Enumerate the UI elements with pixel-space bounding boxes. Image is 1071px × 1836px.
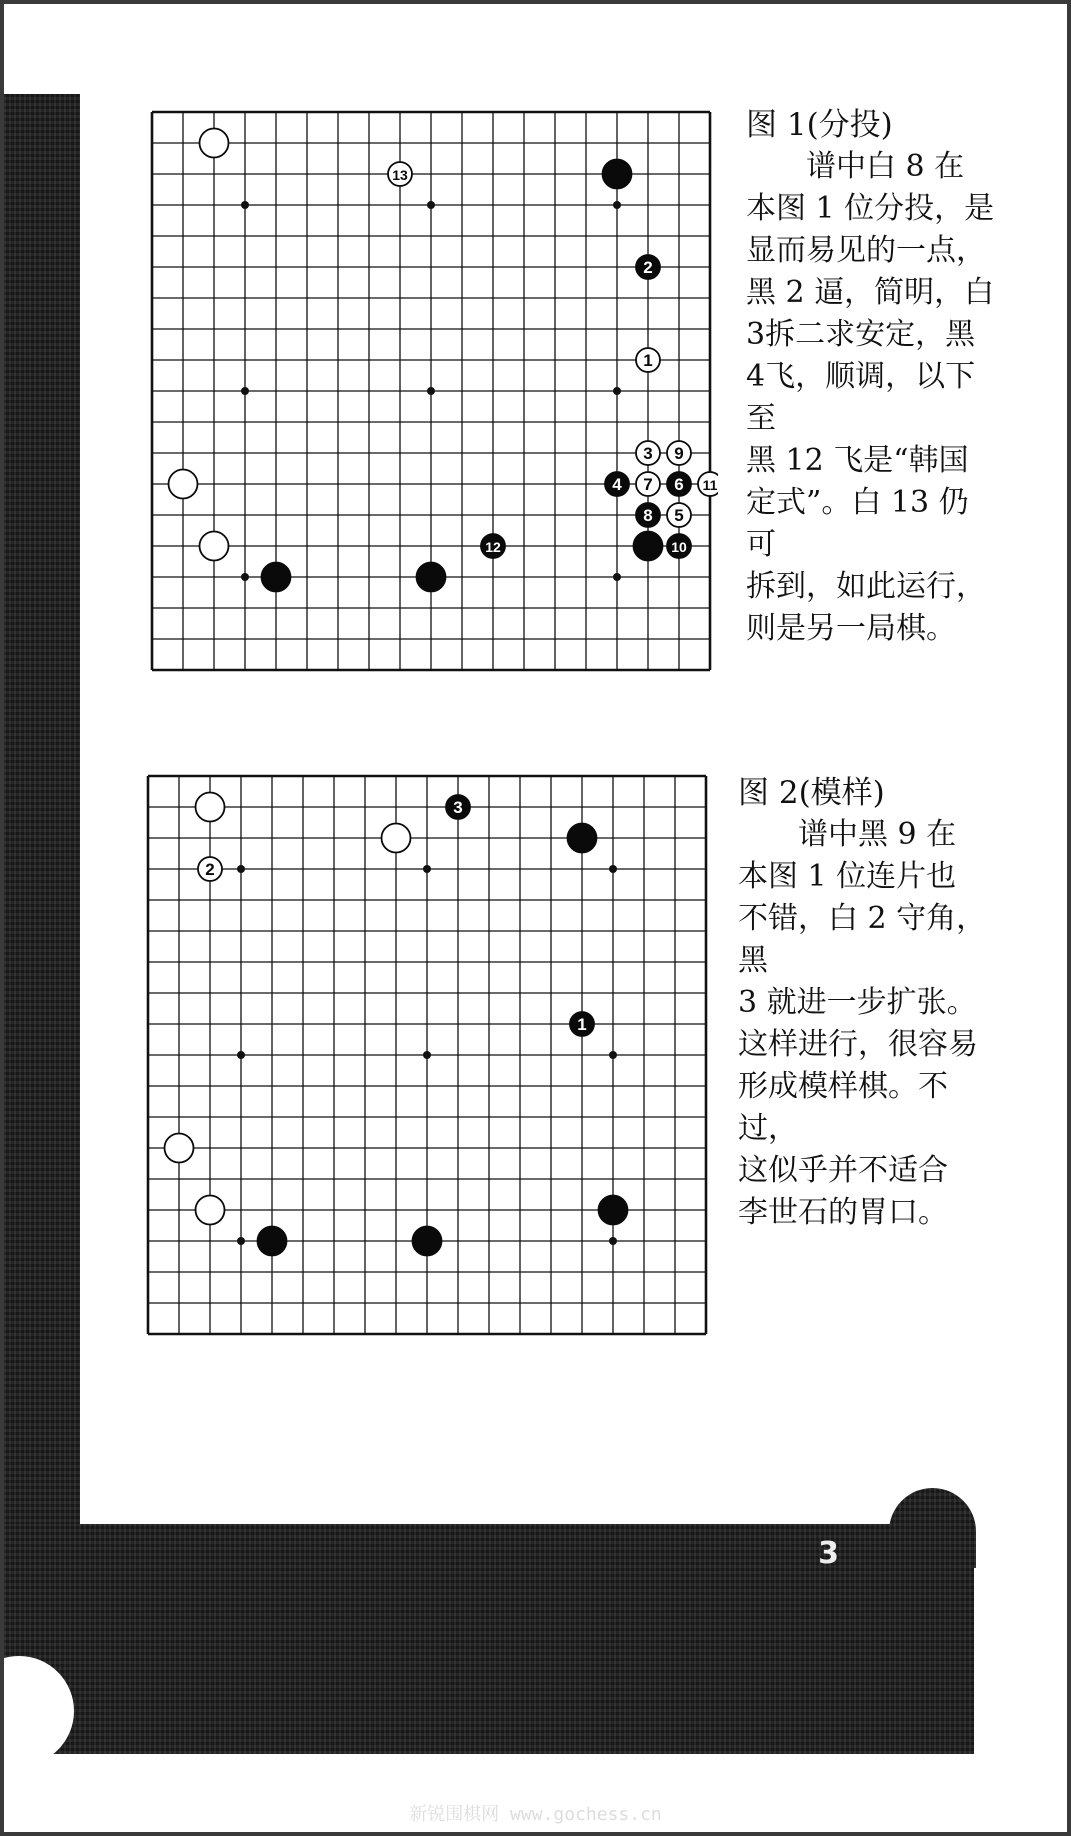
move-number: 4 — [612, 475, 622, 494]
star-point — [613, 201, 621, 209]
black-stone — [570, 1012, 594, 1036]
star-point — [241, 201, 249, 209]
move-number: 8 — [643, 506, 653, 525]
move-number: 10 — [671, 539, 687, 555]
white-stone — [667, 503, 691, 527]
white-stone — [200, 532, 229, 561]
black-stone — [667, 472, 691, 496]
book-page — [4, 4, 1067, 1832]
move-number: 13 — [392, 167, 408, 183]
move-number: 2 — [643, 258, 653, 277]
star-point — [609, 1051, 617, 1059]
black-stone — [568, 824, 597, 853]
white-stone — [667, 441, 691, 465]
move-number: 1 — [577, 1015, 587, 1034]
white-stone — [198, 857, 222, 881]
figure-2-title: 图 2(模样) — [738, 775, 885, 811]
star-point — [241, 387, 249, 395]
star-point — [237, 865, 245, 873]
black-stone — [667, 534, 691, 558]
figure-2-text: 谱中黑 9 在 本图 1 位连片也 不错，白 2 守角，黑 3 就进一步扩张。 这样进行，很容易 形成模样棋。不过， 这似乎并不适合 李世石的胃口。 — [738, 817, 987, 1230]
move-number: 2 — [205, 860, 215, 879]
star-point — [609, 1237, 617, 1245]
figure-1-text: 谱中白 8 在 本图 1 位分投，是 显而易见的一点， 黑 2 逼，简明，白 3拆二求安定，黑 4飞，顺调，以下至 黑 12 飞是“韩国 定式”。白 13 仍可 拆到，如此运行， 则是另一局棋。 — [746, 149, 995, 646]
black-stone — [603, 160, 632, 189]
star-point — [609, 865, 617, 873]
white-stone — [165, 1134, 194, 1163]
white-stone — [382, 824, 411, 853]
footer-watermark: 新锐围棋网 www.gochess.cn — [409, 1804, 662, 1825]
star-point — [241, 573, 249, 581]
star-point — [613, 387, 621, 395]
star-point — [423, 865, 431, 873]
black-stone — [417, 563, 446, 592]
black-stone — [446, 795, 470, 819]
white-stone — [196, 793, 225, 822]
black-stone — [413, 1227, 442, 1256]
move-number: 3 — [453, 798, 463, 817]
star-point — [237, 1051, 245, 1059]
black-stone — [258, 1227, 287, 1256]
star-point — [237, 1237, 245, 1245]
black-stone — [599, 1196, 628, 1225]
move-number: 9 — [674, 444, 684, 463]
white-stone — [196, 1196, 225, 1225]
figure-1-title: 图 1(分投) — [746, 107, 893, 143]
black-stone — [481, 534, 505, 558]
black-stone — [634, 532, 663, 561]
black-stone — [636, 503, 660, 527]
star-point — [423, 1051, 431, 1059]
black-stone — [605, 472, 629, 496]
white-stone — [636, 472, 660, 496]
black-stone — [262, 563, 291, 592]
move-number: 3 — [643, 444, 653, 463]
star-point — [613, 573, 621, 581]
move-number: 1 — [643, 351, 653, 370]
left-dark-band — [4, 94, 80, 1534]
move-number: 5 — [674, 506, 684, 525]
page-number: 3 — [818, 1536, 839, 1571]
move-number: 6 — [674, 475, 684, 494]
white-stone — [636, 348, 660, 372]
figure-1-caption — [746, 104, 996, 650]
move-number: 11 — [702, 477, 718, 493]
page-tab-shape — [889, 1488, 976, 1568]
move-number: 12 — [485, 539, 501, 555]
star-point — [427, 387, 435, 395]
white-stone — [169, 470, 198, 499]
move-number: 7 — [643, 475, 653, 494]
white-stone — [200, 129, 229, 158]
black-stone — [636, 255, 660, 279]
white-stone — [636, 441, 660, 465]
go-board-figure-2 — [140, 768, 714, 1342]
star-point — [427, 201, 435, 209]
white-stone — [388, 162, 412, 186]
white-stone — [698, 472, 718, 496]
figure-2-caption — [738, 772, 988, 1234]
go-board-figure-1 — [144, 104, 718, 678]
